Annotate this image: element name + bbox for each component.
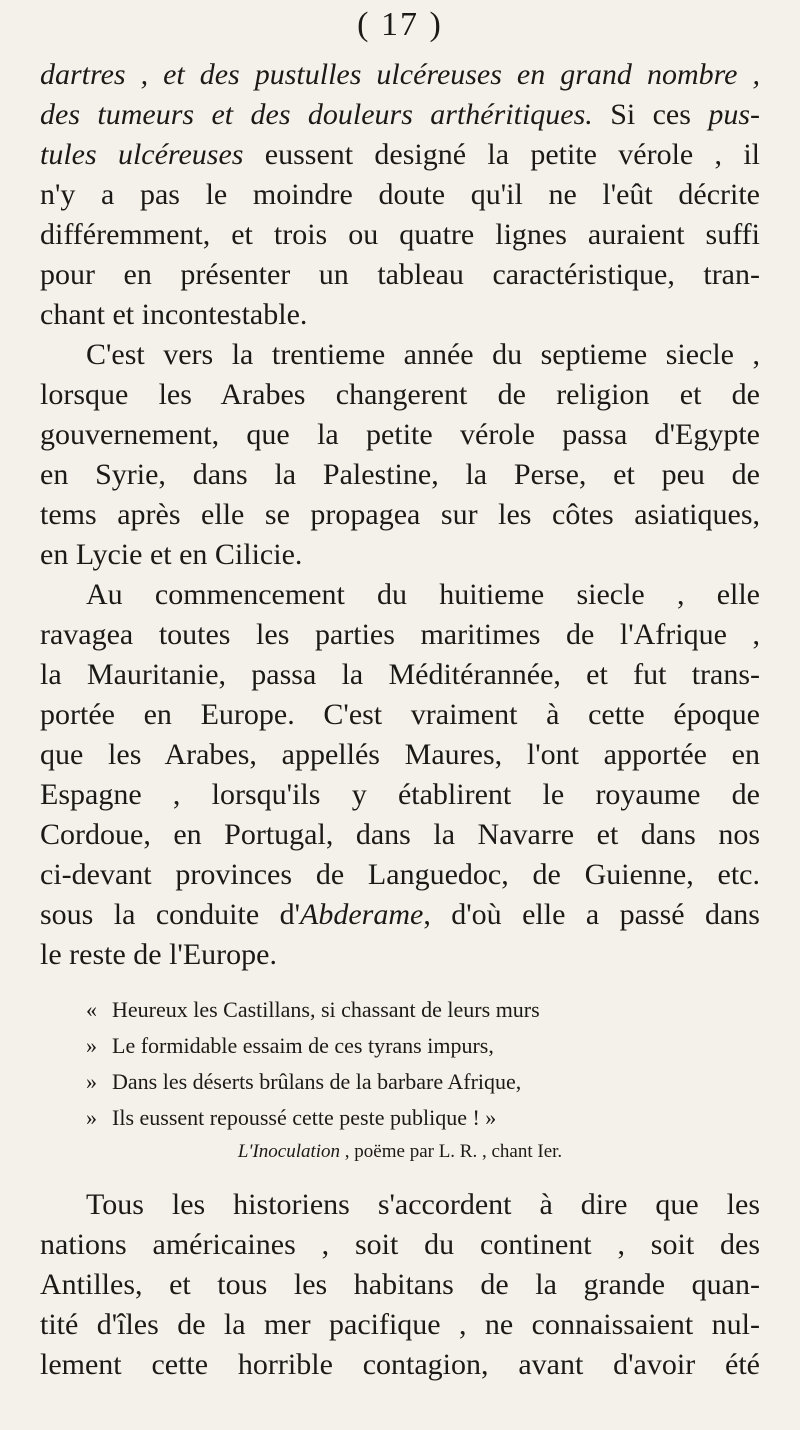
- p3-line-8: ci-devant provinces de Languedoc, de Guienne, etc.: [40, 858, 760, 891]
- quote-mark: »: [86, 1105, 97, 1130]
- quote-verse: Ils eussent repoussé cette peste publique ! »: [112, 1105, 497, 1130]
- p3-line-9-c: , d'où elle a passé dans: [423, 898, 760, 931]
- p1-line-6: pour en présenter un tableau caractéristique, tran-: [40, 258, 760, 291]
- p1-line-3-italic: tules ulcéreuses: [40, 138, 244, 171]
- quote-line-2: [86, 1032, 776, 1060]
- p3-line-6: Espagne , lorsqu'ils y établirent le royaume de: [40, 778, 760, 811]
- p2-line-4: en Syrie, dans la Palestine, la Perse, et peu de: [40, 458, 760, 491]
- p3-line-9-a: sous la conduite d': [40, 898, 301, 931]
- p1-line-4: n'y a pas le moindre doute qu'il ne l'eût décrite: [40, 178, 760, 211]
- p2-line-6: en Lycie et en Cilicie.: [40, 538, 303, 571]
- p3-line-1: Au commencement du huitieme siecle , elle: [86, 578, 760, 611]
- p1-line-7: chant et incontestable.: [40, 298, 308, 331]
- p3-line-2: ravagea toutes les parties maritimes de l'Afrique ,: [40, 618, 760, 651]
- p3-line-10: le reste de l'Europe.: [40, 938, 277, 971]
- quote-citation: [0, 1139, 800, 1165]
- p1-line-2-italic-end: pus-: [708, 98, 760, 131]
- p1-line-3: [40, 138, 760, 172]
- p4-line-1: Tous les historiens s'accordent à dire que les: [86, 1188, 760, 1221]
- p3-line-7: Cordoue, en Portugal, dans la Navarre et dans nos: [40, 818, 760, 851]
- p1-line-2: [40, 98, 760, 132]
- p2-line-5: tems après elle se propagea sur les côtes asiatiques,: [40, 498, 760, 531]
- p1-line-3-roman: eussent designé la petite vérole , il: [243, 138, 760, 171]
- p4-line-2: nations américaines , soit du continent , soit des: [40, 1228, 760, 1261]
- quote-verse: Le formidable essaim de ces tyrans impurs,: [112, 1033, 494, 1058]
- p1-line-2-roman: Si ces: [592, 98, 709, 131]
- p3-line-4: portée en Europe. C'est vraiment à cette époque: [40, 698, 760, 731]
- p4-line-4: tité d'îles de la mer pacifique , ne connaissaient nul-: [40, 1308, 760, 1341]
- p3-line-9-name: Abderame: [300, 898, 424, 931]
- p4-line-3: Antilles, et tous les habitans de la grande quan-: [40, 1268, 760, 1301]
- citation-title: L'Inoculation: [237, 1141, 341, 1162]
- p2-line-2: lorsque les Arabes changerent de religion et de: [40, 378, 760, 411]
- quote-mark: »: [86, 1033, 97, 1058]
- citation-rest: , poëme par L. R. , chant Ier.: [340, 1141, 563, 1162]
- quote-line-3: [86, 1068, 776, 1096]
- p1-line-1: dartres , et des pustulles ulcéreuses en grand nombre ,: [40, 58, 760, 91]
- quote-line-1: [86, 996, 776, 1024]
- p2-line-1: C'est vers la trentieme année du septieme siecle ,: [86, 338, 760, 371]
- page-number: ( 17 ): [357, 6, 443, 43]
- quote-mark: »: [86, 1069, 97, 1094]
- p3-line-3: la Mauritanie, passa la Méditérannée, et fut trans-: [40, 658, 760, 691]
- quote-verse: Dans les déserts brûlans de la barbare Afrique,: [112, 1069, 522, 1094]
- quote-verse: Heureux les Castillans, si chassant de leurs murs: [112, 997, 540, 1022]
- p3-line-9: [40, 898, 760, 932]
- p1-line-5: différemment, et trois ou quatre lignes auraient suffi: [40, 218, 760, 251]
- p2-line-3: gouvernement, que la petite vérole passa d'Egypte: [40, 418, 760, 451]
- quote-line-4: [86, 1104, 776, 1132]
- quote-mark: «: [86, 997, 97, 1022]
- p3-line-5: que les Arabes, appellés Maures, l'ont apportée en: [40, 738, 760, 771]
- p4-line-5: lement cette horrible contagion, avant d'avoir été: [40, 1348, 760, 1381]
- p1-line-2-italic: des tumeurs et des douleurs arthéritiques.: [40, 98, 593, 131]
